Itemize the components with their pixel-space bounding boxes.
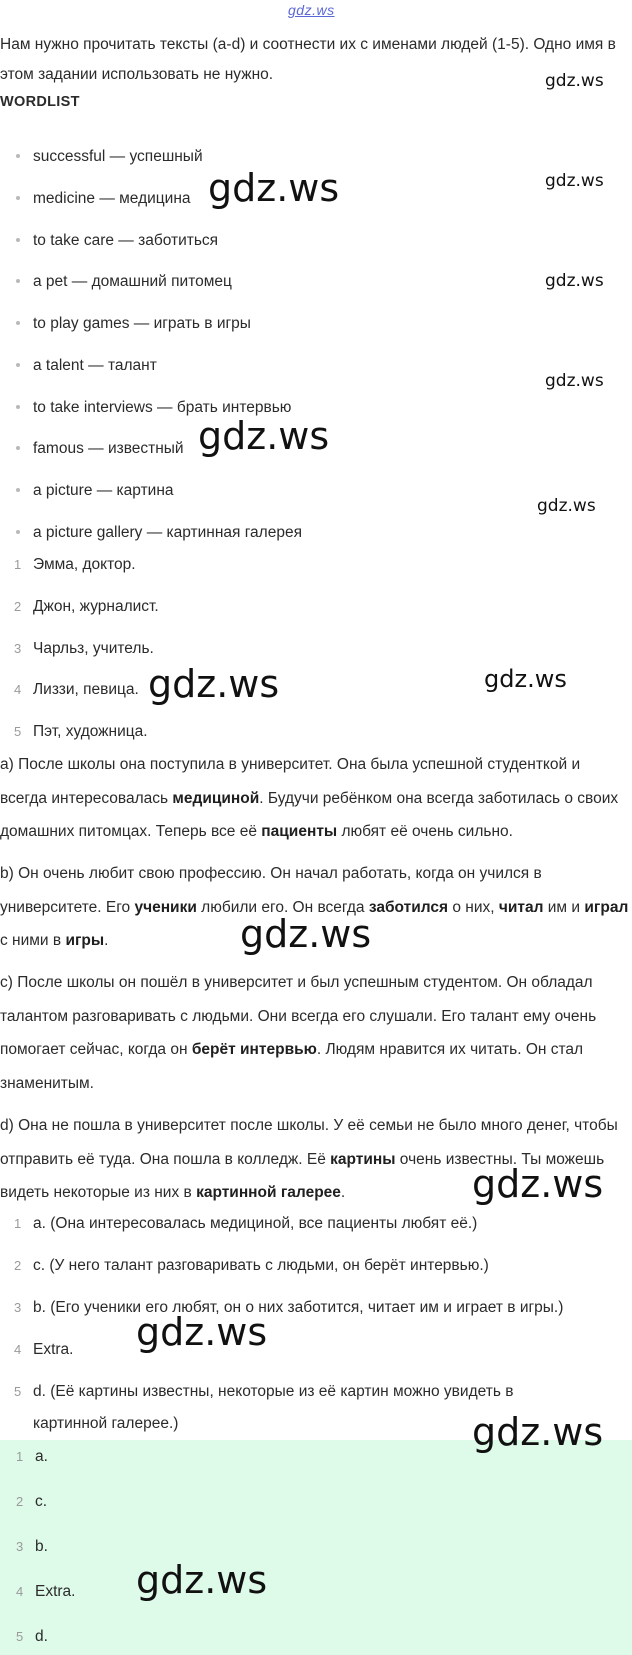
list-item: картинной галерее.) (33, 1415, 179, 1432)
list-item: 1 a. (Она интересовалась медициной, все пациенты любят её.) (14, 1215, 478, 1232)
watermark: gdz.ws (545, 71, 604, 91)
bullet-icon (16, 405, 20, 409)
list-item: 3 b. (Его ученики его любят, он о них заботится, читает им и играет в игры.) (14, 1299, 564, 1316)
watermark: gdz.ws (545, 271, 604, 291)
watermark: gdz.ws (545, 171, 604, 191)
watermark: gdz.ws (545, 371, 604, 391)
watermark: gdz.ws (136, 1310, 268, 1354)
watermark: gdz.ws (484, 665, 567, 693)
watermark: gdz.ws (472, 1410, 604, 1454)
answer-item: 4 Extra. (16, 1583, 76, 1600)
answer-item: 2 c. (16, 1493, 48, 1510)
wordlist-item: famous — известный (16, 438, 184, 460)
watermark: gdz.ws (472, 1162, 604, 1206)
watermark: gdz.ws (208, 166, 340, 210)
answer-item: 5 d. (16, 1628, 48, 1645)
bullet-icon (16, 238, 20, 242)
text-b: b) Он очень любит свою профессию. Он начал работать, когда он учился в университете. Его ученики любили его. Он всегда заботился о них, читал им и играл с ними в игры. (0, 865, 629, 949)
wordlist-item: a pet — домашний питомец (16, 271, 232, 293)
list-item: 1 Эмма, доктор. (14, 556, 136, 573)
wordlist-item: to play games — играть в игры (16, 313, 251, 335)
watermark: gdz.ws (240, 912, 372, 956)
wordlist-item: to take care — заботиться (16, 230, 218, 252)
site-logo[interactable]: gdz.ws (288, 2, 335, 18)
bullet-icon (16, 363, 20, 367)
wordlist-item: successful — успешный (16, 146, 203, 168)
wordlist-title: WORDLIST (0, 94, 80, 110)
bullet-icon (16, 196, 20, 200)
bullet-icon (16, 321, 20, 325)
list-item: 5 Пэт, художница. (14, 723, 148, 740)
list-item: 2 Джон, журналист. (14, 598, 159, 615)
list-item: 4 Лиззи, певица. (14, 681, 139, 698)
list-item: 3 Чарльз, учитель. (14, 640, 154, 657)
list-item: 4 Extra. (14, 1341, 74, 1358)
task-intro: Нам нужно прочитать тексты (a-d) и соотнести их с именами людей (1-5). Одно имя в этом задании использовать не нужно. (0, 36, 616, 83)
wordlist-item: a talent — талант (16, 355, 157, 377)
watermark: gdz.ws (148, 662, 280, 706)
watermark: gdz.ws (537, 496, 596, 516)
wordlist-item: to take interviews — брать интервью (16, 397, 291, 419)
bullet-icon (16, 279, 20, 283)
wordlist-item: a picture gallery — картинная галерея (16, 522, 302, 544)
watermark: gdz.ws (198, 414, 330, 458)
bullet-icon (16, 488, 20, 492)
bullet-icon (16, 154, 20, 158)
text-c: c) После школы он пошёл в университет и был успешным студентом. Он обладал талантом разговаривать с людьми. Они всегда его слушали. Его талант ему очень помогает сейчас, когда он берёт интервью. Людям нравится их читать. Он стал знаменитым. (0, 974, 597, 1092)
wordlist-item: medicine — медицина (16, 188, 191, 210)
text-a: a) После школы она поступила в университет. Она была успешной студенткой и всегда интересовалась медициной. Будучи ребёнком она всегда заботилась о своих домашних питомцах. Теперь все её пациенты любят её очень сильно. (0, 756, 619, 840)
bullet-icon (16, 446, 20, 450)
answer-item: 1 a. (16, 1448, 48, 1465)
answers-panel (0, 1440, 632, 1655)
list-item: 5 d. (Её картины известны, некоторые из её картин можно увидеть в (14, 1383, 514, 1400)
bullet-icon (16, 530, 20, 534)
watermark: gdz.ws (136, 1558, 268, 1602)
text-d: d) Она не пошла в университет после школы. У её семьи не было много денег, чтобы отправить её туда. Она пошла в колледж. Её картины очень известны. Ты можешь видеть некоторые из них в картинной галерее. (0, 1117, 618, 1201)
answer-item: 3 b. (16, 1538, 48, 1555)
list-item: 2 c. (У него талант разговаривать с людьми, он берёт интервью.) (14, 1257, 489, 1274)
wordlist-item: a picture — картина (16, 480, 174, 502)
